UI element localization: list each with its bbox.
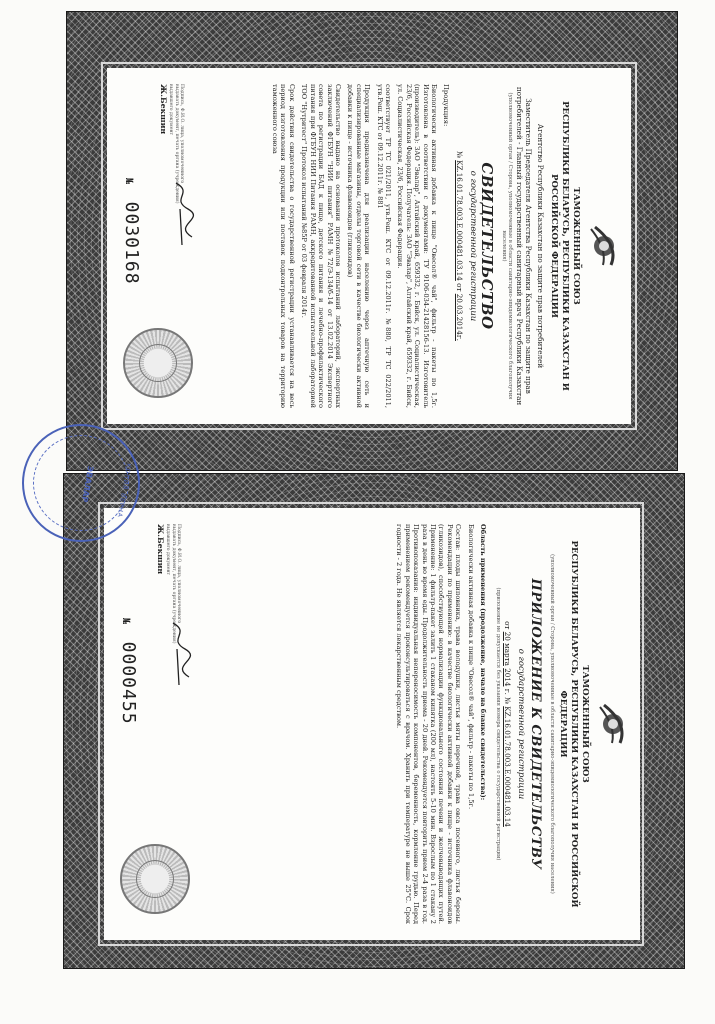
signer-name: Ж.Бекшин [156,524,165,575]
scope-block [479,524,487,924]
official-seal [120,844,190,914]
certificate-body [107,68,631,424]
registration-month: марта [503,643,512,666]
signature-block [156,524,181,724]
product-label: Продукция: [442,84,450,127]
reg-from: от [503,621,512,630]
authority-caption: (уполномоченный орган / Сторона, уполномоченные в области санитарно-эпидемиологического благополучия населения) [501,92,513,400]
registration-line [455,84,464,408]
serial-label: № [123,178,134,185]
registration-day: 20 [503,631,512,641]
countries-header: РЕСПУБЛИКИ БЕЛАРУСЬ, РЕСПУБЛИКИ КАЗАХСТАН И РОССИЙСКОЙ ФЕДЕРАЦИИ [558,540,579,908]
usage-text: Продукция предназначена для реализации населению через аптечную сеть и специализированные магазины, отделы торговой сети в качестве биологически активной добавки к пище - источника флавоноидов (гликозидов) [346,84,372,408]
stamp-center-text: ЭВАЛАР [79,465,96,504]
serial-number: 0000455 [118,641,139,725]
certificate-sheet [67,12,677,470]
appendix-title: ПРИЛОЖЕНИЕ К СВИДЕТЕЛЬСТВУ [528,578,543,870]
document-title: СВИДЕТЕЛЬСТВО [478,162,496,330]
customs-union-emblem-icon [596,703,630,745]
registration-line [503,524,512,924]
union-header: ТАМОЖЕННЫЙ СОЮЗ [580,665,590,783]
basis-text: Свидетельство выдано на основании протоколов испытаний лабораторий, экспертных заключений ФГБУН "НИИ питания" РАМН №72/Э-134/б-14 от 13.02.2014 Экспертного совета по регистрации БАД к пище, детского питания и лечебно-профилактического питания при ФГБУН НИИ Питания РАМН, аккредитованной испытательной лабораторией ТОО "Нутритест" Протокол испытаний №85Р от 03 февраля 2014г. [300,84,342,408]
document-subtitle: о государственной регистрации [468,170,478,322]
appendix-body [104,508,640,940]
registration-number: KZ.16.01.78.003.Е.000481.03.14 [503,706,512,827]
serial-number-block [121,178,142,285]
serial-number-block [118,618,139,725]
serial-label: № [120,618,131,625]
reg-from: от [455,283,464,292]
year-suffix: г. [503,688,512,695]
reg-prefix: № [503,697,512,704]
serial-number: 0030168 [121,201,142,285]
compliance-text: соответствует ТР ТС 021/2011, утв.Реш. КТС от 09.12.2011г. №880, ТР ТС 022/2011, утв.Реш. КТС от 09.12.2011г. № 881 [375,84,392,408]
customs-union-emblem-icon [587,225,621,267]
handwritten-signature-icon [165,619,195,689]
authority-caption: (уполномоченный орган / Сторона, уполномоченные в области санитарно-эпидемиологического благополучия населения) [549,554,555,894]
composition-text: Состав: плоды шиповника, трава володушки, листья мяты перечной, трава овса посевного, листья березы. Рекомендации по применению: в качестве биологически активной добавки к пище - источника флавоноидов (гликозидов), способствующей нормализации функционального состояния печени и желчевыводящих путей. Применение: 1 фильтр-пакет залить 1 стаканом кипятка (200 мл), настоять 5-10 мин. Взрослым по 1 стакану 2 раза в день во время еды. Продолжительность приема - 20 дней. Рекомендуется повторить прием 2-4 раза в год. Противопоказания: индивидуальная непереносимость компонентов, беременность, кормление грудью. Перед применением рекомендуется проконсультироваться с врачом. Хранить при температуре не выше 25°С. Срок годности - 2 года. Не является лекарственным средством. [395,524,463,924]
official-seal [123,328,193,398]
signature-caption: Подпись, Ф.И.О. лица, уполномоченного выдавать документ, печать органа (учреждения) выдавшего документ [168,84,185,204]
union-header: ТАМОЖЕННЫЙ СОЮЗ [571,187,581,305]
scope-label: Область применения (продолжение, начало на бланке свидетельства): [479,524,487,801]
registration-number: KZ.16.01.78.003.Е.000481.03.14 [455,160,464,281]
registration-caption: (приложение не допускается без указания номера свидетельства о государственной регистрации) [495,587,501,861]
countries-header: РЕСПУБЛИКИ БЕЛАРУСЬ, РЕСПУБЛИКИ КАЗАХСТАН И РОССИЙСКОЙ ФЕДЕРАЦИИ [549,101,570,391]
stamp-ring-text: КОПИЯ ВЕРНА [115,462,133,519]
reg-prefix: № [455,151,464,158]
signature-block [159,84,184,284]
signature-caption: Подпись, Ф.И.О. лица, уполномоченного выдавать документ, печать органа (учреждения) выдавшего документ [165,524,182,644]
registration-year: 2014 [503,668,512,687]
registration-date: 20.03.2014г. [455,293,464,341]
validity-text: Срок действия свидетельства о государственной регистрации устанавливается на весь период изготовления продукции или поставок подконтрольных товаров на территорию таможенного союза [271,84,296,408]
authority-name: Агентство Республики Казахстан по защите прав потребителей [536,123,545,369]
deputy-title: Заместитель Председателя Агентства Республики Казахстан по защите прав потребителей - Главный государственный санитарный врач Республики Казахстан [515,86,533,406]
product-text: Биологически активная добавка к пище "Овесол® чай", фильтр - пакеты по 1,5г. Изготовлена в соответствии с документами: ТУ 9106-034-21428156-13. Изготовитель (производитель): ЗАО "Эвалар", Алтайский край, 659332, г. Бийск, ул. Социалистическая, 23/6, Российская Федерация. Получатель: ЗАО "Эвалар", Алтайский край, 659332, г. Бийск, ул. Социалистическая, 23/6, Российская Федерация. [396,84,438,408]
handwritten-signature-icon [168,179,198,249]
scope-text: Биологически активная добавка к пище "Овесол® чай", фильтр - пакеты по 1,5г. [466,524,475,810]
appendix-subtitle: о государственной регистрации [516,648,526,800]
signer-name: Ж.Бекшин [159,84,168,135]
appendix-sheet [64,474,684,968]
